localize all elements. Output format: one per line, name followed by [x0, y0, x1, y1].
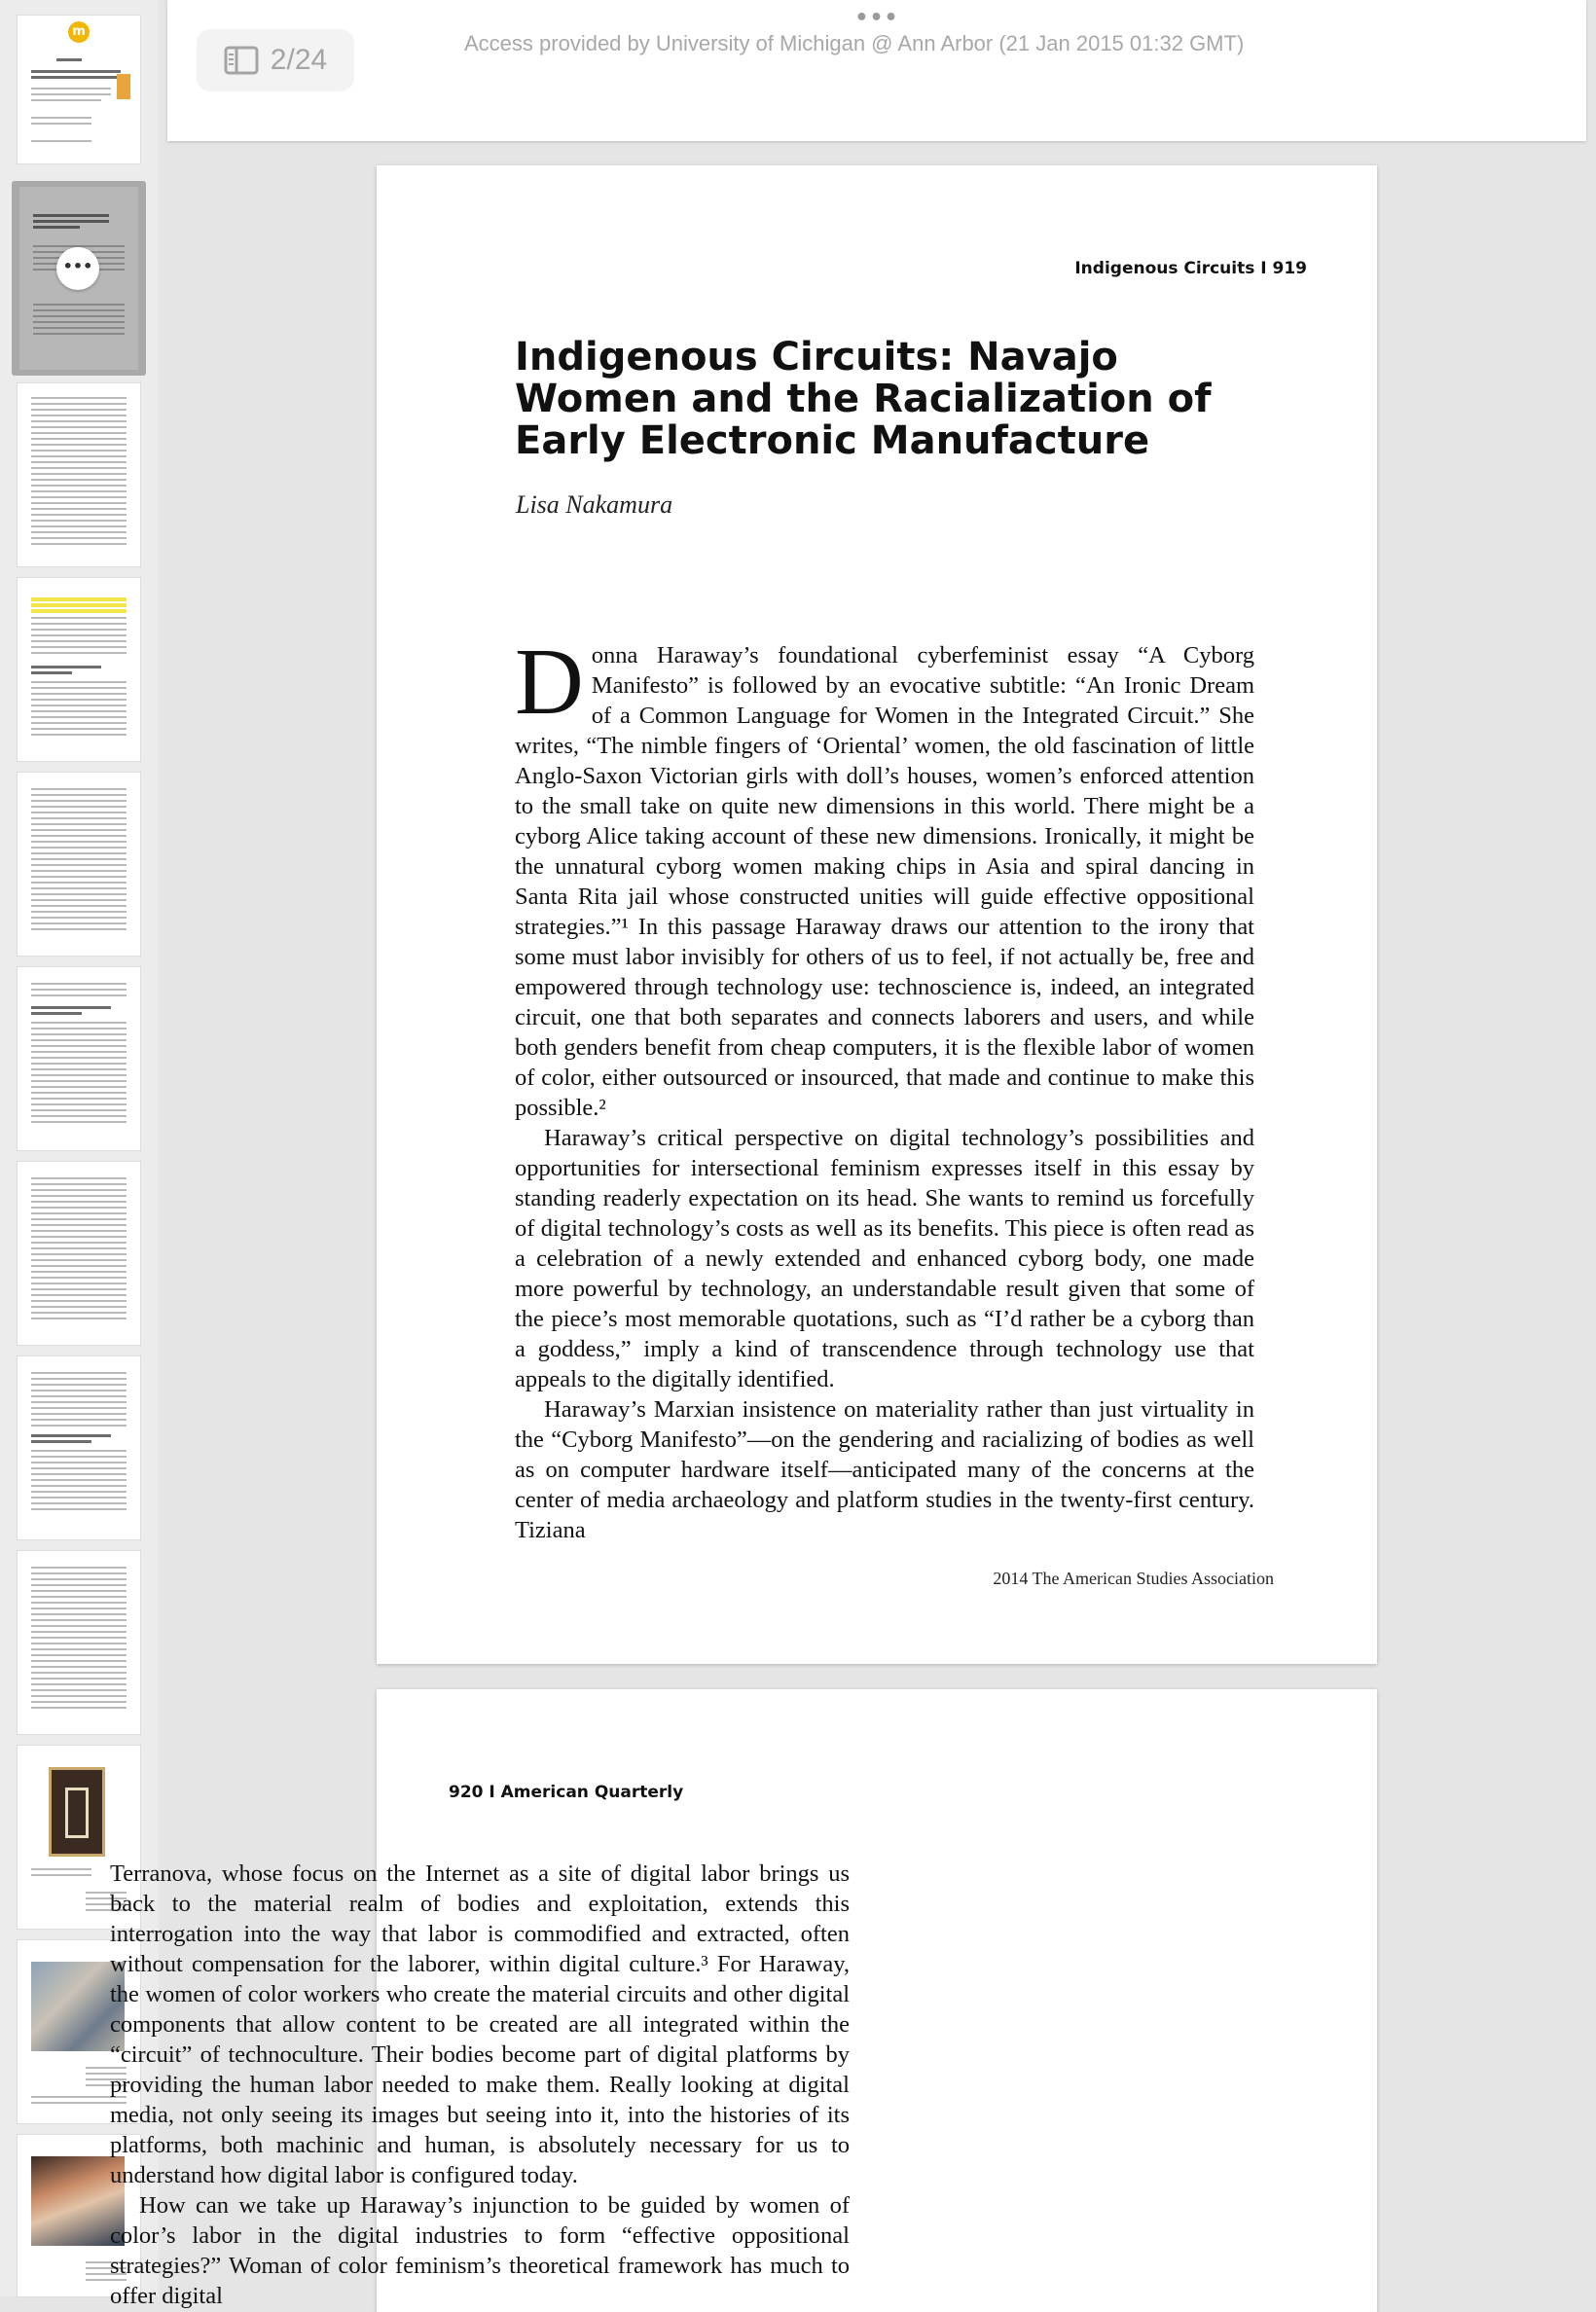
page-thumbnail-selected[interactable] — [12, 181, 146, 376]
running-head: Indigenous Circuits I 919 — [1074, 259, 1307, 278]
rug-image-thumb — [49, 1767, 105, 1857]
article-body — [515, 630, 1254, 1545]
publisher-logo-icon: m — [68, 21, 90, 43]
sidebar-toggle-icon[interactable] — [224, 46, 259, 75]
paragraph: Haraway’s critical perspective on digital technology’s possibilities and opportunities for intersectional feminism expresses itself in this essay by standing readerly expectation on its head. She wants to remind us forcefully of digital technology’s costs as well as its benefits. This piece is often read as a celebration of a newly extended and enhanced cyborg body, one made more powerful by technology, an understandable result given that some of the piece’s most memorable quotations, such as “I’d rather be a cyborg than a goddess,” imply a kind of transcendence through technology use that appeals to the digitally identified. — [515, 1125, 1254, 1392]
access-notice: Access provided by University of Michigan @ Ann Arbor (21 Jan 2015 01:32 GMT) — [464, 31, 1245, 55]
paragraph: Donna Haraway’s foundational cyberfeminist essay “A Cyborg Manifesto” is followed by an evocative subtitle: “An Ironic Dream of a Common Language for Women in the Integrated Circuit.” She writes, “The nimble fingers of ‘Oriental’ women, the old fascination of little Anglo-Saxon Victorian girls with doll’s houses, women’s enforced attention to the small take on quite new dimensions in this world. There might be a cyborg Alice taking account of these new dimensions. Ironically, it might be the unnatural cyborg women making chips in Asia and spiral dancing in Santa Rita jail whose constructed unities will guide effective oppositional strategies.”¹ In this passage Haraway draws our attention to the irony that some must labor invisibly for others of us to feel, if not actually be, free and empowered through technology use: technoscience is, indeed, an integrated circuit, one that both separates and connects laborers and users, and while both genders benefit from cheap computers, it is the flexible labor of women of color, either outsourced or insourced, that made and continue to make this possible.² — [515, 630, 1254, 1121]
paragraph: Haraway’s Marxian insistence on materiality rather than just virtuality in the “Cyborg Manifesto”—on the gendering and racializing of bodies as well as on computer hardware itself—anticipated many of the concerns at the center of media archaeology and platform studies in the twenty-first century. Tiziana — [515, 1396, 1254, 1543]
drop-cap: D — [515, 630, 584, 735]
page-thumbnail[interactable] — [18, 1551, 140, 1734]
page-thumbnail[interactable] — [18, 383, 140, 566]
document-page — [377, 165, 1377, 1664]
running-head: 920 I American Quarterly — [449, 1783, 684, 1802]
paragraph: How can we take up Haraway’s injunction to be guided by women of color’s labor in the digital industries to form “effective oppositional strategies?” Woman of color feminism’s theoretical framework has much to offer digital — [110, 2192, 850, 2309]
reader-toolbar — [167, 0, 1586, 141]
page-thumbnail[interactable] — [18, 1162, 140, 1345]
page-count-label: 2/24 — [270, 44, 328, 76]
article-body — [110, 1859, 850, 2311]
page-thumbnail[interactable] — [18, 578, 140, 761]
page-indicator[interactable] — [197, 29, 354, 91]
article-author: Lisa Nakamura — [516, 490, 673, 519]
page-thumbnail[interactable] — [18, 1356, 140, 1539]
more-options-icon[interactable]: ••• — [56, 247, 99, 290]
paragraph: Terranova, whose focus on the Internet as a site of digital labor brings us back to the material realm of bodies and exploitation, extends this interrogation into the way that labor is commodified and extracted, often without compensation for the laborer, within digital culture.³ For Haraway, the women of color workers who create the material circuits and other digital components that allow content to be created are all integrated within the “circuit” of technoculture. Their bodies become part of digital platforms by providing the human labor needed to make them. Really looking at digital media, not only seeing its images but seeing into it, into the histories of its platforms, both machinic and human, is absolutely necessary for us to understand how digital labor is configured today. — [110, 1860, 850, 2188]
copyright-footer: 2014 The American Studies Association — [993, 1569, 1274, 1588]
article-title: Indigenous Circuits: Navajo Women and the Racialization of Early Electronic Manufacture — [515, 335, 1212, 463]
page-thumbnail[interactable] — [18, 16, 140, 163]
page-thumbnail[interactable] — [18, 967, 140, 1150]
page-thumbnail[interactable] — [18, 773, 140, 956]
more-menu-icon[interactable]: ••• — [854, 6, 899, 30]
